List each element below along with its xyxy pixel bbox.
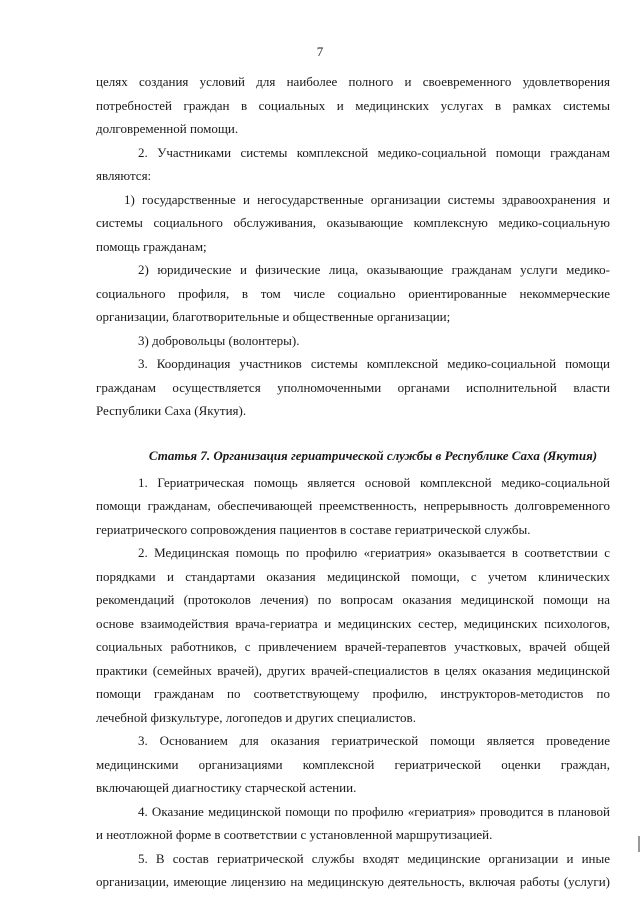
text-line: 1. Гериатрическая помощь является основой комплексной медико-социальной [138,474,610,490]
text-line: 1) государственные и негосударственные организации системы здравоохранения и [124,191,610,207]
text-line: 2) юридические и физические лица, оказывающие гражданам услуги медико- [138,262,610,277]
text-line: помощь гражданам; [96,238,207,254]
text-line: 3. Координация участников системы комплексной медико-социальной помощи [138,356,610,371]
text-line: организации, благотворительные и общественные организации; [96,309,451,324]
text-line: целях создания условий для наиболее полного и своевременного удовлетворения [96,74,610,89]
text-line: социального профиля, в том числе социально ориентированные некоммерческие [96,285,610,301]
spacer [96,423,610,441]
text-line: социальных работников, с привлечением врачей-терапевтов участковых, врачей общей [96,639,610,654]
text-line: 2. Участниками системы комплексной медико-социальной помощи гражданам [138,144,610,160]
text-line: включающей диагностику старческой астении. [96,780,357,795]
text-line: 5. В состав гериатрической службы входят медицинские организации и иные [138,850,610,866]
article-heading: Статья 7. Организация гериатрической службы в Республике Саха (Якутия) [148,447,598,463]
text-line: и неотложной форме в соответствии с установленной маршрутизацией. [96,827,493,842]
text-line: медицинскими организациями комплексной гериатрической оценки граждан, [96,756,610,772]
text-line: 3) добровольцы (волонтеры). [138,332,300,348]
text-line: помощи гражданам, обеспечивающей преемственность, непрерывность долговременного [96,498,610,513]
text-line: 4. Оказание медицинской помощи по профилю «гериатрия» проводится в плановой [138,803,610,819]
text-line: лечебной физкультуре, логопедов и других специалистов. [96,709,416,725]
text-line: Республики Саха (Якутия). [96,403,247,418]
text-line: гериатрического сопровождения пациентов в составе гериатрической службы. [96,521,531,537]
text-line: рекомендаций (протоколов лечения) по вопросам оказания медицинской помощи на [96,592,610,607]
text-line: порядками и стандартами оказания медицинской помощи, с учетом клинических [96,568,610,584]
text-line: долговременной помощи. [96,121,239,136]
text-line: системы социального обслуживания, оказывающие комплексную медико-социальную [96,215,610,230]
text-line: гражданам осуществляется уполномоченными органами исполнительной власти [96,379,610,395]
page-number: 7 [316,44,324,59]
text-line: 3. Основанием для оказания гериатрической помощи является проведение [138,733,610,748]
text-line: организации, имеющие лицензию на медицинскую деятельность, включая работы (услуги) [96,874,610,889]
text-line: основе взаимодействия врача-гериатра и медицинских сестер, медицинских психологов, [96,615,610,631]
document-body [96,70,610,894]
text-line: 2. Медицинская помощь по профилю «гериатрия» оказывается в соответствии с [138,545,610,560]
text-line: потребностей граждан в социальных и медицинских услугах в рамках системы [96,97,610,113]
text-line: помощи гражданам по соответствующему профилю, инструкторов-методистов по [96,686,610,701]
text-line: практики (семейных врачей), других врачей-специалистов в целях оказания медицинской [96,662,610,678]
text-line: являются: [96,168,152,183]
